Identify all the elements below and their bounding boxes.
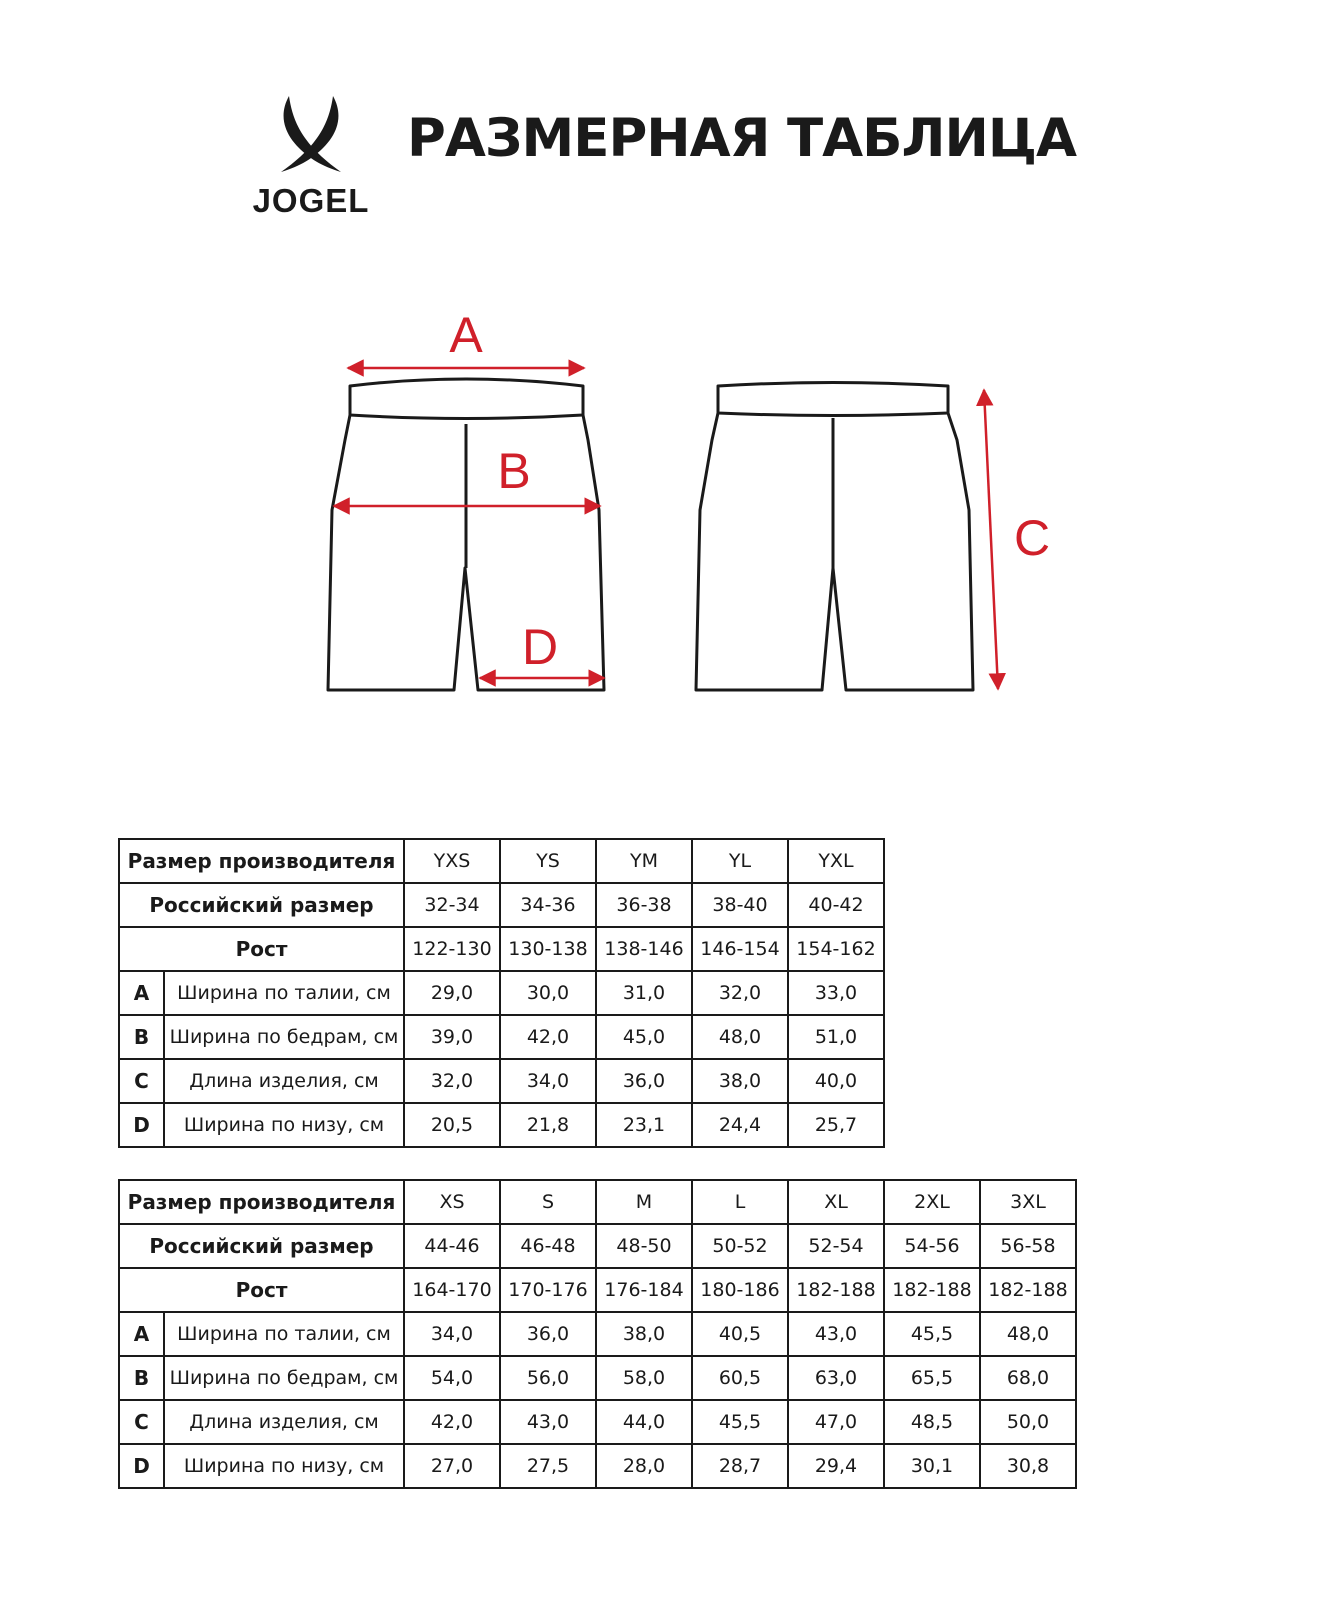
size-cell: YXL xyxy=(788,839,884,883)
size-cell: S xyxy=(500,1180,596,1224)
table-cell: 36-38 xyxy=(596,883,692,927)
table-row-c xyxy=(119,1059,884,1103)
table-cell: 36,0 xyxy=(596,1059,692,1103)
table-cell: 40,0 xyxy=(788,1059,884,1103)
measure-c-line xyxy=(984,390,998,689)
table-cell: 138-146 xyxy=(596,927,692,971)
table-row-b xyxy=(119,1356,1076,1400)
measure-b-label: B xyxy=(497,443,531,499)
table-cell: 56,0 xyxy=(500,1356,596,1400)
size-table-kids xyxy=(118,838,885,1148)
row-letter: B xyxy=(119,1356,164,1400)
table-cell: 65,5 xyxy=(884,1356,980,1400)
row-label: Размер производителя xyxy=(119,839,404,883)
size-cell: M xyxy=(596,1180,692,1224)
table-cell: 27,5 xyxy=(500,1444,596,1488)
table-cell: 38,0 xyxy=(692,1059,788,1103)
table-cell: 28,7 xyxy=(692,1444,788,1488)
size-cell: YM xyxy=(596,839,692,883)
table-cell: 34,0 xyxy=(404,1312,500,1356)
size-cell: XS xyxy=(404,1180,500,1224)
table-cell: 146-154 xyxy=(692,927,788,971)
table-row-a xyxy=(119,1312,1076,1356)
row-description: Ширина по низу, см xyxy=(164,1103,404,1147)
table-row-manufacturer-size xyxy=(119,839,884,883)
logo-wordmark: JOGEL xyxy=(252,182,370,219)
row-label: Рост xyxy=(119,927,404,971)
table-cell: 50,0 xyxy=(980,1400,1076,1444)
table-cell: 30,1 xyxy=(884,1444,980,1488)
size-table-adult xyxy=(118,1179,1077,1489)
table-cell: 23,1 xyxy=(596,1103,692,1147)
shorts-diagram xyxy=(0,0,1331,760)
table-row-manufacturer-size xyxy=(119,1180,1076,1224)
table-cell: 20,5 xyxy=(404,1103,500,1147)
table-cell: 28,0 xyxy=(596,1444,692,1488)
table-cell: 52-54 xyxy=(788,1224,884,1268)
table-cell: 45,5 xyxy=(884,1312,980,1356)
table-cell: 182-188 xyxy=(884,1268,980,1312)
table-cell: 45,0 xyxy=(596,1015,692,1059)
row-label: Размер производителя xyxy=(119,1180,404,1224)
size-cell: 3XL xyxy=(980,1180,1076,1224)
page-title: РАЗМЕРНАЯ ТАБЛИЦА xyxy=(407,108,1077,169)
table-cell: 36,0 xyxy=(500,1312,596,1356)
measure-c-label: C xyxy=(1013,510,1051,566)
row-description: Ширина по низу, см xyxy=(164,1444,404,1488)
table-cell: 154-162 xyxy=(788,927,884,971)
table-cell: 56-58 xyxy=(980,1224,1076,1268)
table-cell: 54-56 xyxy=(884,1224,980,1268)
table-cell: 44,0 xyxy=(596,1400,692,1444)
size-cell: XL xyxy=(788,1180,884,1224)
table-cell: 68,0 xyxy=(980,1356,1076,1400)
row-description: Ширина по талии, см xyxy=(164,971,404,1015)
shorts-back-outline xyxy=(696,383,973,691)
row-description: Длина изделия, см xyxy=(164,1059,404,1103)
table-cell: 170-176 xyxy=(500,1268,596,1312)
table-cell: 34,0 xyxy=(500,1059,596,1103)
size-cell: L xyxy=(692,1180,788,1224)
table-cell: 31,0 xyxy=(596,971,692,1015)
table-cell: 182-188 xyxy=(980,1268,1076,1312)
table-cell: 48,5 xyxy=(884,1400,980,1444)
table-cell: 51,0 xyxy=(788,1015,884,1059)
table-cell: 176-184 xyxy=(596,1268,692,1312)
table-row-a xyxy=(119,971,884,1015)
table-cell: 130-138 xyxy=(500,927,596,971)
table-cell: 63,0 xyxy=(788,1356,884,1400)
table-cell: 40-42 xyxy=(788,883,884,927)
table-cell: 33,0 xyxy=(788,971,884,1015)
table-cell: 27,0 xyxy=(404,1444,500,1488)
table-cell: 39,0 xyxy=(404,1015,500,1059)
table-cell: 44-46 xyxy=(404,1224,500,1268)
table-cell: 42,0 xyxy=(500,1015,596,1059)
row-label: Российский размер xyxy=(119,1224,404,1268)
table-cell: 54,0 xyxy=(404,1356,500,1400)
table-cell: 24,4 xyxy=(692,1103,788,1147)
table-cell: 40,5 xyxy=(692,1312,788,1356)
table-row-russian-size xyxy=(119,883,884,927)
row-description: Ширина по бедрам, см xyxy=(164,1015,404,1059)
table-cell: 42,0 xyxy=(404,1400,500,1444)
row-label: Российский размер xyxy=(119,883,404,927)
table-row-russian-size xyxy=(119,1224,1076,1268)
table-cell: 60,5 xyxy=(692,1356,788,1400)
table-cell: 21,8 xyxy=(500,1103,596,1147)
table-cell: 43,0 xyxy=(500,1400,596,1444)
shorts-front-outline xyxy=(328,379,604,690)
row-description: Длина изделия, см xyxy=(164,1400,404,1444)
table-cell: 38-40 xyxy=(692,883,788,927)
row-letter: C xyxy=(119,1400,164,1444)
row-letter: B xyxy=(119,1015,164,1059)
row-letter: D xyxy=(119,1103,164,1147)
table-cell: 46-48 xyxy=(500,1224,596,1268)
size-cell: YL xyxy=(692,839,788,883)
row-letter: C xyxy=(119,1059,164,1103)
table-row-b xyxy=(119,1015,884,1059)
row-description: Ширина по бедрам, см xyxy=(164,1356,404,1400)
table-cell: 32,0 xyxy=(404,1059,500,1103)
table-cell: 47,0 xyxy=(788,1400,884,1444)
table-cell: 32-34 xyxy=(404,883,500,927)
table-cell: 48-50 xyxy=(596,1224,692,1268)
table-cell: 38,0 xyxy=(596,1312,692,1356)
row-letter: A xyxy=(119,971,164,1015)
size-cell: 2XL xyxy=(884,1180,980,1224)
table-cell: 29,0 xyxy=(404,971,500,1015)
row-letter: D xyxy=(119,1444,164,1488)
measure-a-label: A xyxy=(449,307,483,363)
table-cell: 58,0 xyxy=(596,1356,692,1400)
table-cell: 180-186 xyxy=(692,1268,788,1312)
table-row-c xyxy=(119,1400,1076,1444)
table-cell: 32,0 xyxy=(692,971,788,1015)
table-cell: 43,0 xyxy=(788,1312,884,1356)
table-cell: 48,0 xyxy=(692,1015,788,1059)
row-label: Рост xyxy=(119,1268,404,1312)
table-cell: 34-36 xyxy=(500,883,596,927)
table-cell: 29,4 xyxy=(788,1444,884,1488)
size-cell: YXS xyxy=(404,839,500,883)
table-cell: 45,5 xyxy=(692,1400,788,1444)
measure-d-label: D xyxy=(521,619,559,675)
table-row-d xyxy=(119,1444,1076,1488)
table-cell: 182-188 xyxy=(788,1268,884,1312)
table-cell: 30,8 xyxy=(980,1444,1076,1488)
table-row-d xyxy=(119,1103,884,1147)
table-cell: 164-170 xyxy=(404,1268,500,1312)
table-row-height xyxy=(119,927,884,971)
table-cell: 25,7 xyxy=(788,1103,884,1147)
table-cell: 30,0 xyxy=(500,971,596,1015)
table-cell: 48,0 xyxy=(980,1312,1076,1356)
table-cell: 50-52 xyxy=(692,1224,788,1268)
size-cell: YS xyxy=(500,839,596,883)
row-description: Ширина по талии, см xyxy=(164,1312,404,1356)
row-letter: A xyxy=(119,1312,164,1356)
table-row-height xyxy=(119,1268,1076,1312)
table-cell: 122-130 xyxy=(404,927,500,971)
